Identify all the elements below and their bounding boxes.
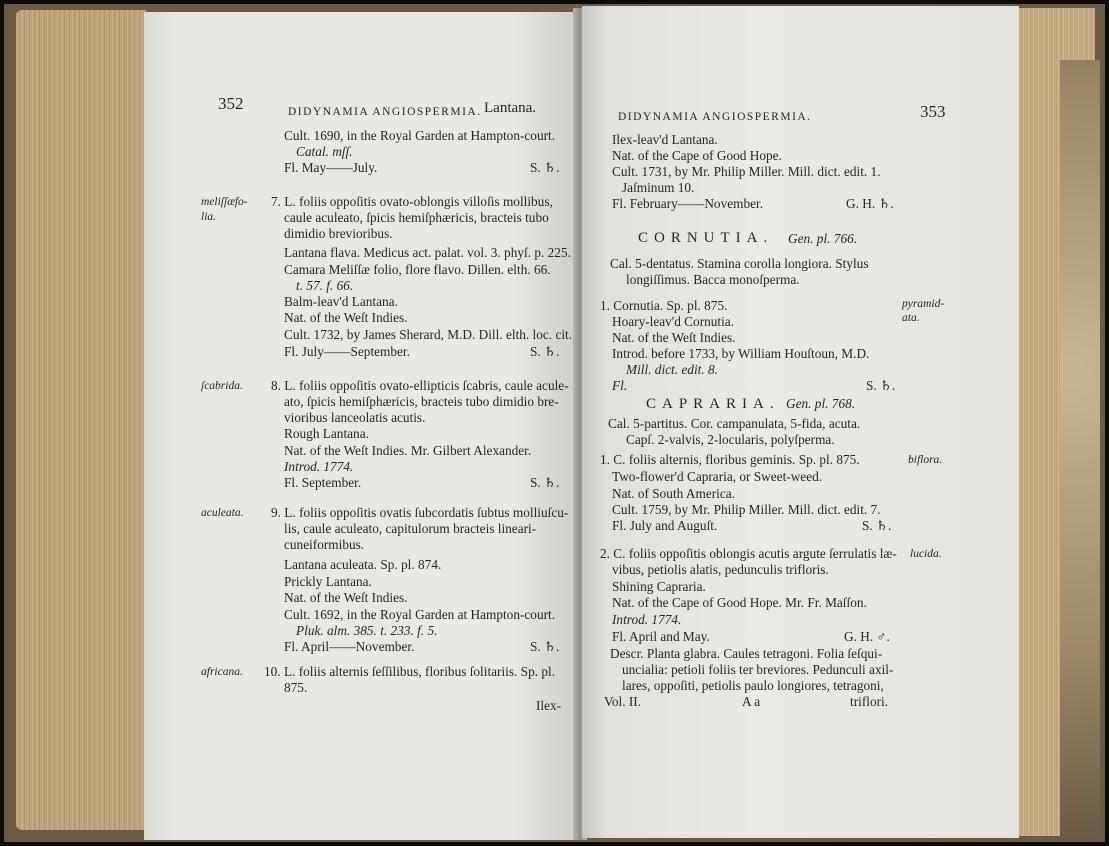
text-line: Fl. July——September.	[284, 344, 410, 359]
text-line: Cult. 1732, by James Sherard, M.D. Dill. elth. loc. cit.	[284, 327, 573, 342]
text-line: Cult. 1690, in the Royal Garden at Hampton-court.	[284, 128, 556, 143]
running-head: DIDYNAMIA ANGIOSPERMIA.	[288, 106, 482, 118]
page-number: 353	[920, 102, 946, 121]
genus-head: Lantana.	[484, 100, 537, 116]
text-line: Fl. September.	[284, 475, 362, 490]
right-page	[582, 6, 1019, 838]
text-line: Nat. of the Cape of Good Hope. Mr. Fr. Maſſon.	[612, 595, 867, 610]
text-line: Fl. May——July.	[284, 160, 378, 175]
text-line: Prickly Lantana.	[284, 574, 372, 589]
margin-species-name: aculeata.	[201, 507, 244, 519]
text-line: Ilex-leav'd Lantana.	[612, 132, 718, 147]
text-line: Two-flower'd Capraria, or Sweet-weed.	[612, 469, 823, 484]
text-line: 1. C. foliis alternis, floribus geminis. Sp. pl. 875.	[600, 452, 860, 467]
left-page	[144, 12, 576, 840]
margin-species-name: biflora.	[908, 454, 943, 466]
text-line: Nat. of the Weſt Indies.	[284, 590, 408, 605]
text-line: vioribus lanceolatis acutis.	[284, 410, 426, 425]
text-line: Cal. 5-dentatus. Stamina corolla longiora. Stylus	[610, 256, 869, 271]
text-line: 875.	[284, 680, 308, 695]
signature-mark: A a	[742, 694, 761, 709]
text-line: Gen. pl. 766.	[788, 231, 858, 246]
volume-label: Vol. II.	[604, 694, 642, 709]
text-line: Lantana flava. Medicus act. palat. vol. 3. phyſ. p. 225.	[284, 245, 571, 260]
text-line: Fl. February——November.	[612, 196, 764, 211]
text-line: vibus, petiolis alatis, pedunculis trifloris.	[612, 562, 829, 577]
text-line: Balm-leav'd Lantana.	[284, 294, 398, 309]
margin-species-name: lia.	[201, 211, 217, 223]
text-line: Introd. 1774.	[612, 612, 682, 627]
text-line: uncialia: petioli foliis ter breviores. Pedunculi axil-	[622, 662, 894, 677]
text-line: Nat. of the Weſt Indies.	[612, 330, 736, 345]
text-line: S. ♄.	[862, 518, 892, 533]
text-line: S. ♄.	[866, 378, 896, 393]
text-line: lares, oppoſiti, petiolis paulo longiores, tetragoni,	[622, 678, 884, 693]
text-line: ato, ſpicis hemiſphæricis, bracteis tubo dimidio bre-	[284, 394, 559, 409]
text-line: lis, caule aculeato, capitulorum bracteis lineari-	[284, 521, 537, 536]
margin-species-name: meliſſæfo-	[201, 196, 248, 208]
text-line: Fl. April and May.	[612, 629, 710, 644]
text-line: 2. C. foliis oppoſitis oblongis acutis argute ſerrulatis læ-	[600, 546, 897, 561]
genus-heading: CORNUTIA.	[638, 230, 774, 246]
margin-species-name: pyramid-	[902, 298, 945, 310]
text-line: Fl.	[612, 378, 628, 393]
text-line: Shining Capraria.	[612, 579, 706, 594]
text-line: Camara Meliſſæ folio, flore flavo. Dillen. elth. 66.	[284, 262, 551, 277]
text-line: Capſ. 2-valvis, 2-locularis, polyſperma.	[626, 432, 835, 447]
text-line: Rough Lantana.	[284, 426, 369, 441]
text-line: Fl. April——November.	[284, 639, 415, 654]
genus-heading: CAPRARIA.	[646, 396, 780, 412]
margin-species-name: lucida.	[910, 548, 942, 560]
text-line: caule aculeato, ſpicis hemiſphæricis, bracteis tubo	[284, 210, 549, 225]
text-line: Jaſminum 10.	[622, 180, 695, 195]
text-line: Catal. mſſ.	[296, 144, 353, 159]
page-number: 352	[218, 94, 244, 113]
text-line: S. ♄.	[530, 475, 560, 490]
text-line: Hoary-leav'd Cornutia.	[612, 314, 735, 329]
text-line: Nat. of South America.	[612, 486, 735, 501]
text-line: Cult. 1759, by Mr. Philip Miller. Mill. dict. edit. 7.	[612, 502, 881, 517]
book-fore-edge-left	[16, 10, 146, 830]
text-line: G. H. ♂.	[844, 629, 890, 644]
text-line: Gen. pl. 768.	[786, 396, 856, 411]
text-line: G. H. ♄.	[846, 196, 894, 211]
text-line: Lantana aculeata. Sp. pl. 874.	[284, 557, 442, 572]
text-line: triflori.	[850, 694, 889, 709]
text-line: Mill. dict. edit. 8.	[626, 362, 718, 377]
margin-species-name: ata.	[902, 312, 920, 324]
text-line: Nat. of the Weſt Indies. Mr. Gilbert Alexander.	[284, 443, 532, 458]
text-line: longiſſimus. Bacca monoſperma.	[626, 272, 800, 287]
text-line: Nat. of the Cape of Good Hope.	[612, 148, 782, 163]
text-line: 9. L. foliis oppoſitis ovatis ſubcordatis ſubtus molliuſcu-	[271, 505, 569, 520]
text-line: Cult. 1692, in the Royal Garden at Hampton-court.	[284, 607, 556, 622]
text-line: 1. Cornutia. Sp. pl. 875.	[600, 298, 728, 313]
text-line: Nat. of the Weſt Indies.	[284, 310, 408, 325]
text-line: Introd. before 1733, by William Houſtoun, M.D.	[612, 346, 870, 361]
text-line: 10. L. foliis alternis ſeſſilibus, floribus ſolitariis. Sp. pl.	[264, 664, 556, 679]
text-line: S. ♄.	[530, 160, 560, 175]
text-line: Introd. 1774.	[284, 459, 354, 474]
book-cover-edge	[1060, 60, 1100, 840]
running-head: DIDYNAMIA ANGIOSPERMIA.	[618, 111, 812, 123]
text-line: cuneiformibus.	[284, 537, 365, 552]
text-line: Pluk. alm. 385. t. 233. f. 5.	[296, 623, 438, 638]
text-line: Cal. 5-partitus. Cor. campanulata, 5-fida, acuta.	[608, 416, 861, 431]
text-line: t. 57. f. 66.	[296, 278, 354, 293]
catchword: Ilex-	[536, 698, 562, 713]
text-line: Fl. July and Auguſt.	[612, 518, 718, 533]
text-line: S. ♄.	[530, 344, 560, 359]
margin-species-name: africana.	[201, 666, 243, 678]
text-line: S. ♄.	[530, 639, 560, 654]
text-line: Cult. 1731, by Mr. Philip Miller. Mill. dict. edit. 1.	[612, 164, 881, 179]
margin-species-name: ſcabrida.	[201, 380, 243, 392]
text-line: dimidio brevioribus.	[284, 226, 393, 241]
text-line: Descr. Planta glabra. Caules tetragoni. Folia ſeſqui-	[610, 646, 883, 661]
text-line: 7. L. foliis oppoſitis ovato-oblongis villoſis mollibus,	[271, 194, 553, 209]
text-line: 8. L. foliis oppoſitis ovato-ellipticis ſcabris, caule acule-	[271, 378, 569, 393]
